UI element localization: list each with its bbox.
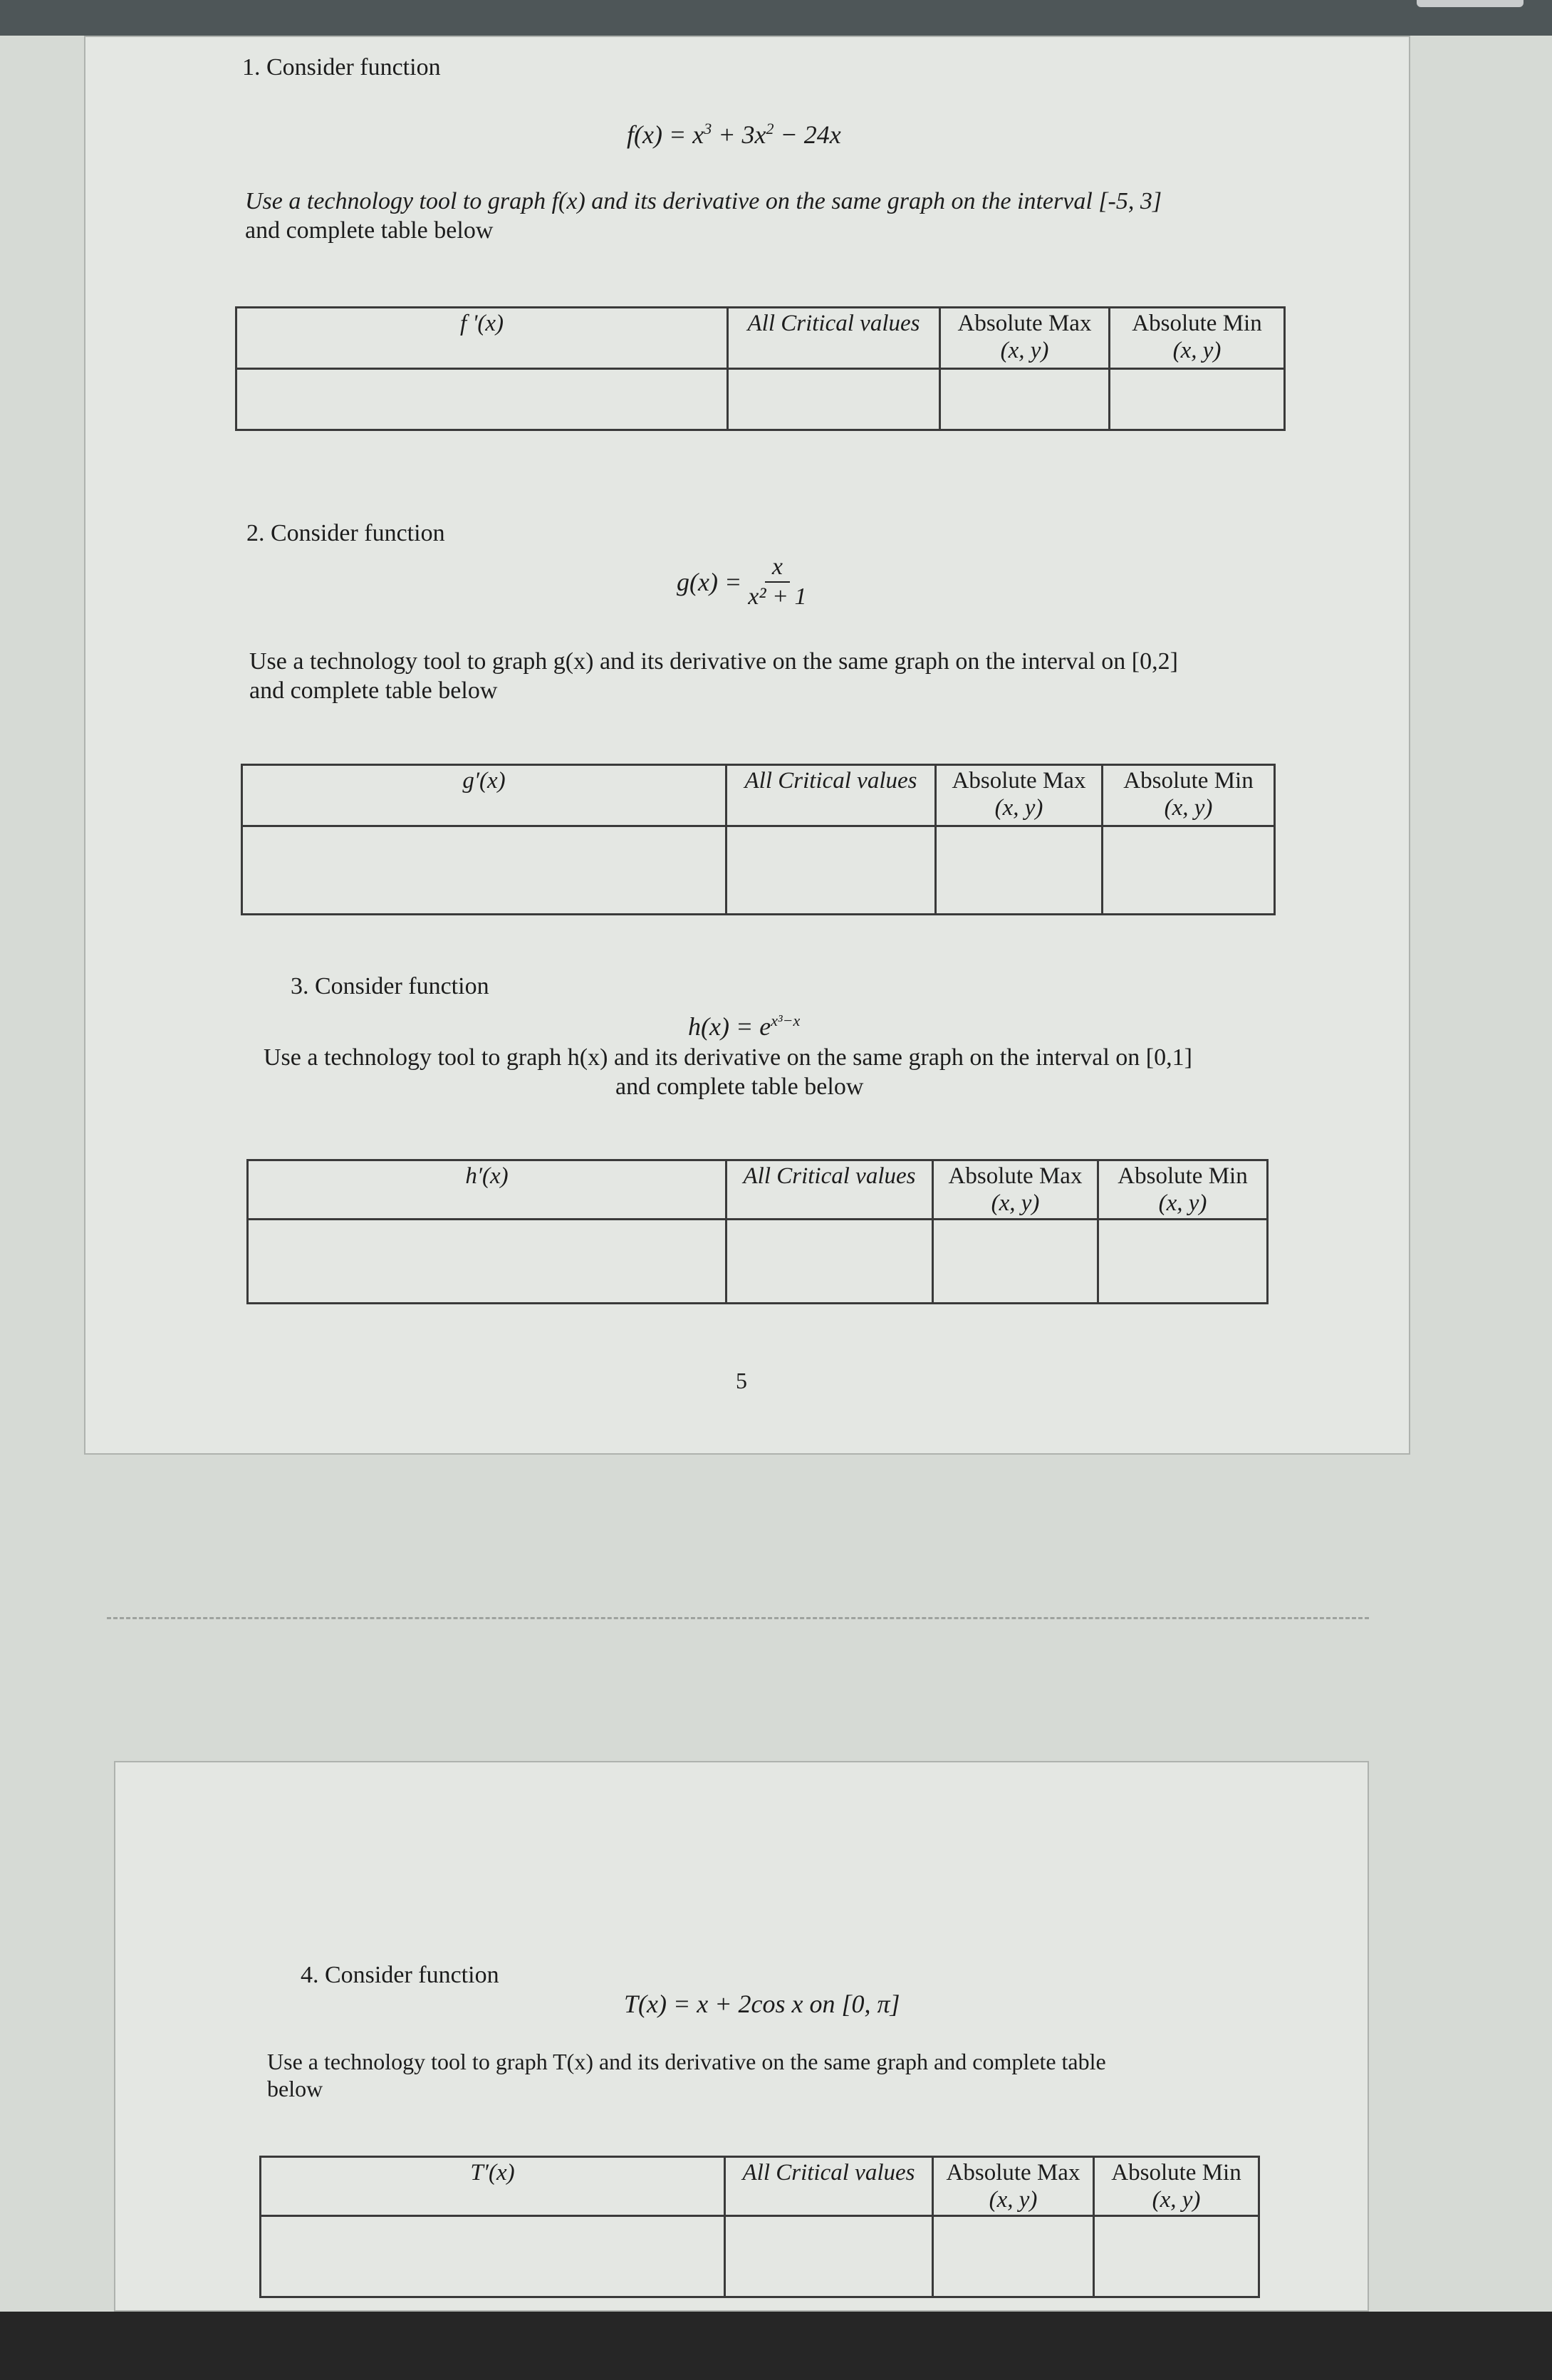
q2-instruction-line2: and complete table below bbox=[249, 677, 498, 704]
q4-answer-derivative[interactable] bbox=[261, 2216, 725, 2297]
q4-answer-critical[interactable] bbox=[725, 2216, 933, 2297]
q2-header-min: Absolute Min (x, y) bbox=[1103, 765, 1275, 826]
q2-answer-max[interactable] bbox=[936, 826, 1103, 915]
q4-answer-max[interactable] bbox=[933, 2216, 1094, 2297]
q2-formula: g(x) = $\frac{x}{\text{x² + 1}}$ bbox=[677, 554, 807, 610]
q1-table bbox=[235, 306, 1286, 431]
q3-header-max: Absolute Max (x, y) bbox=[933, 1160, 1098, 1220]
q4-table bbox=[259, 2156, 1260, 2298]
q3-header-critical: All Critical values bbox=[726, 1160, 933, 1220]
q3-instruction-line1: Use a technology tool to graph h(x) and its derivative on the same graph on the interval on [0,1] bbox=[264, 1044, 1192, 1071]
q1-heading: 1. Consider function bbox=[242, 54, 441, 80]
q2-answer-critical[interactable] bbox=[726, 826, 936, 915]
q1-header-derivative: f '(x) bbox=[236, 308, 728, 369]
q1-header-critical: All Critical values bbox=[728, 308, 940, 369]
q4-header-min: Absolute Min (x, y) bbox=[1094, 2157, 1259, 2216]
q2-heading: 2. Consider function bbox=[246, 520, 445, 546]
q1-formula: $f(x) = x^3 + 3x^2 - 24x$ bbox=[627, 120, 841, 149]
top-bar-handle bbox=[1417, 0, 1524, 7]
q1-answer-max[interactable] bbox=[940, 369, 1110, 430]
bottom-bar bbox=[0, 2312, 1552, 2380]
q1-instruction-line2: and complete table below bbox=[245, 217, 494, 244]
q1-header-min: Absolute Min (x, y) bbox=[1110, 308, 1285, 369]
q3-header-derivative: h′(x) bbox=[248, 1160, 726, 1220]
q3-answer-critical[interactable] bbox=[726, 1220, 933, 1304]
q4-instruction-line1: Use a technology tool to graph T(x) and its derivative on the same graph and complete table bbox=[267, 2049, 1106, 2074]
q2-answer-min[interactable] bbox=[1103, 826, 1275, 915]
q1-answer-critical[interactable] bbox=[728, 369, 940, 430]
q3-formula: $h(x) = e^{x^3-x}$ bbox=[688, 1012, 801, 1041]
q2-answer-derivative[interactable] bbox=[242, 826, 726, 915]
q4-header-derivative: T′(x) bbox=[261, 2157, 725, 2216]
q2-header-max: Absolute Max (x, y) bbox=[936, 765, 1103, 826]
q4-instruction-line2: below bbox=[267, 2076, 323, 2101]
q3-answer-derivative[interactable] bbox=[248, 1220, 726, 1304]
q2-header-derivative: g′(x) bbox=[242, 765, 726, 826]
q4-header-critical: All Critical values bbox=[725, 2157, 933, 2216]
q1-header-max: Absolute Max (x, y) bbox=[940, 308, 1110, 369]
q3-answer-max[interactable] bbox=[933, 1220, 1098, 1304]
q3-instruction-line2: and complete table below bbox=[615, 1074, 864, 1100]
q4-answer-min[interactable] bbox=[1094, 2216, 1259, 2297]
q1-instruction-line1: Use a technology tool to graph f(x) and its derivative on the same graph on the interval [-5, 3] bbox=[245, 188, 1162, 214]
q3-heading: 3. Consider function bbox=[291, 973, 489, 999]
q2-instruction-line1: Use a technology tool to graph g(x) and its derivative on the same graph on the interval on [0,2] bbox=[249, 648, 1178, 675]
q3-header-min: Absolute Min (x, y) bbox=[1098, 1160, 1268, 1220]
page-number: 5 bbox=[736, 1368, 747, 1393]
q4-heading: 4. Consider function bbox=[301, 1962, 499, 1988]
q4-formula: T(x) = x + 2cos x on [0, π] bbox=[624, 1990, 900, 2018]
q1-answer-derivative[interactable] bbox=[236, 369, 728, 430]
top-bar bbox=[0, 0, 1552, 36]
q4-header-max: Absolute Max (x, y) bbox=[933, 2157, 1094, 2216]
q3-table bbox=[246, 1159, 1269, 1304]
q2-header-critical: All Critical values bbox=[726, 765, 936, 826]
q2-table bbox=[241, 764, 1276, 915]
q1-answer-min[interactable] bbox=[1110, 369, 1285, 430]
page-break-divider bbox=[107, 1617, 1369, 1619]
q3-answer-min[interactable] bbox=[1098, 1220, 1268, 1304]
